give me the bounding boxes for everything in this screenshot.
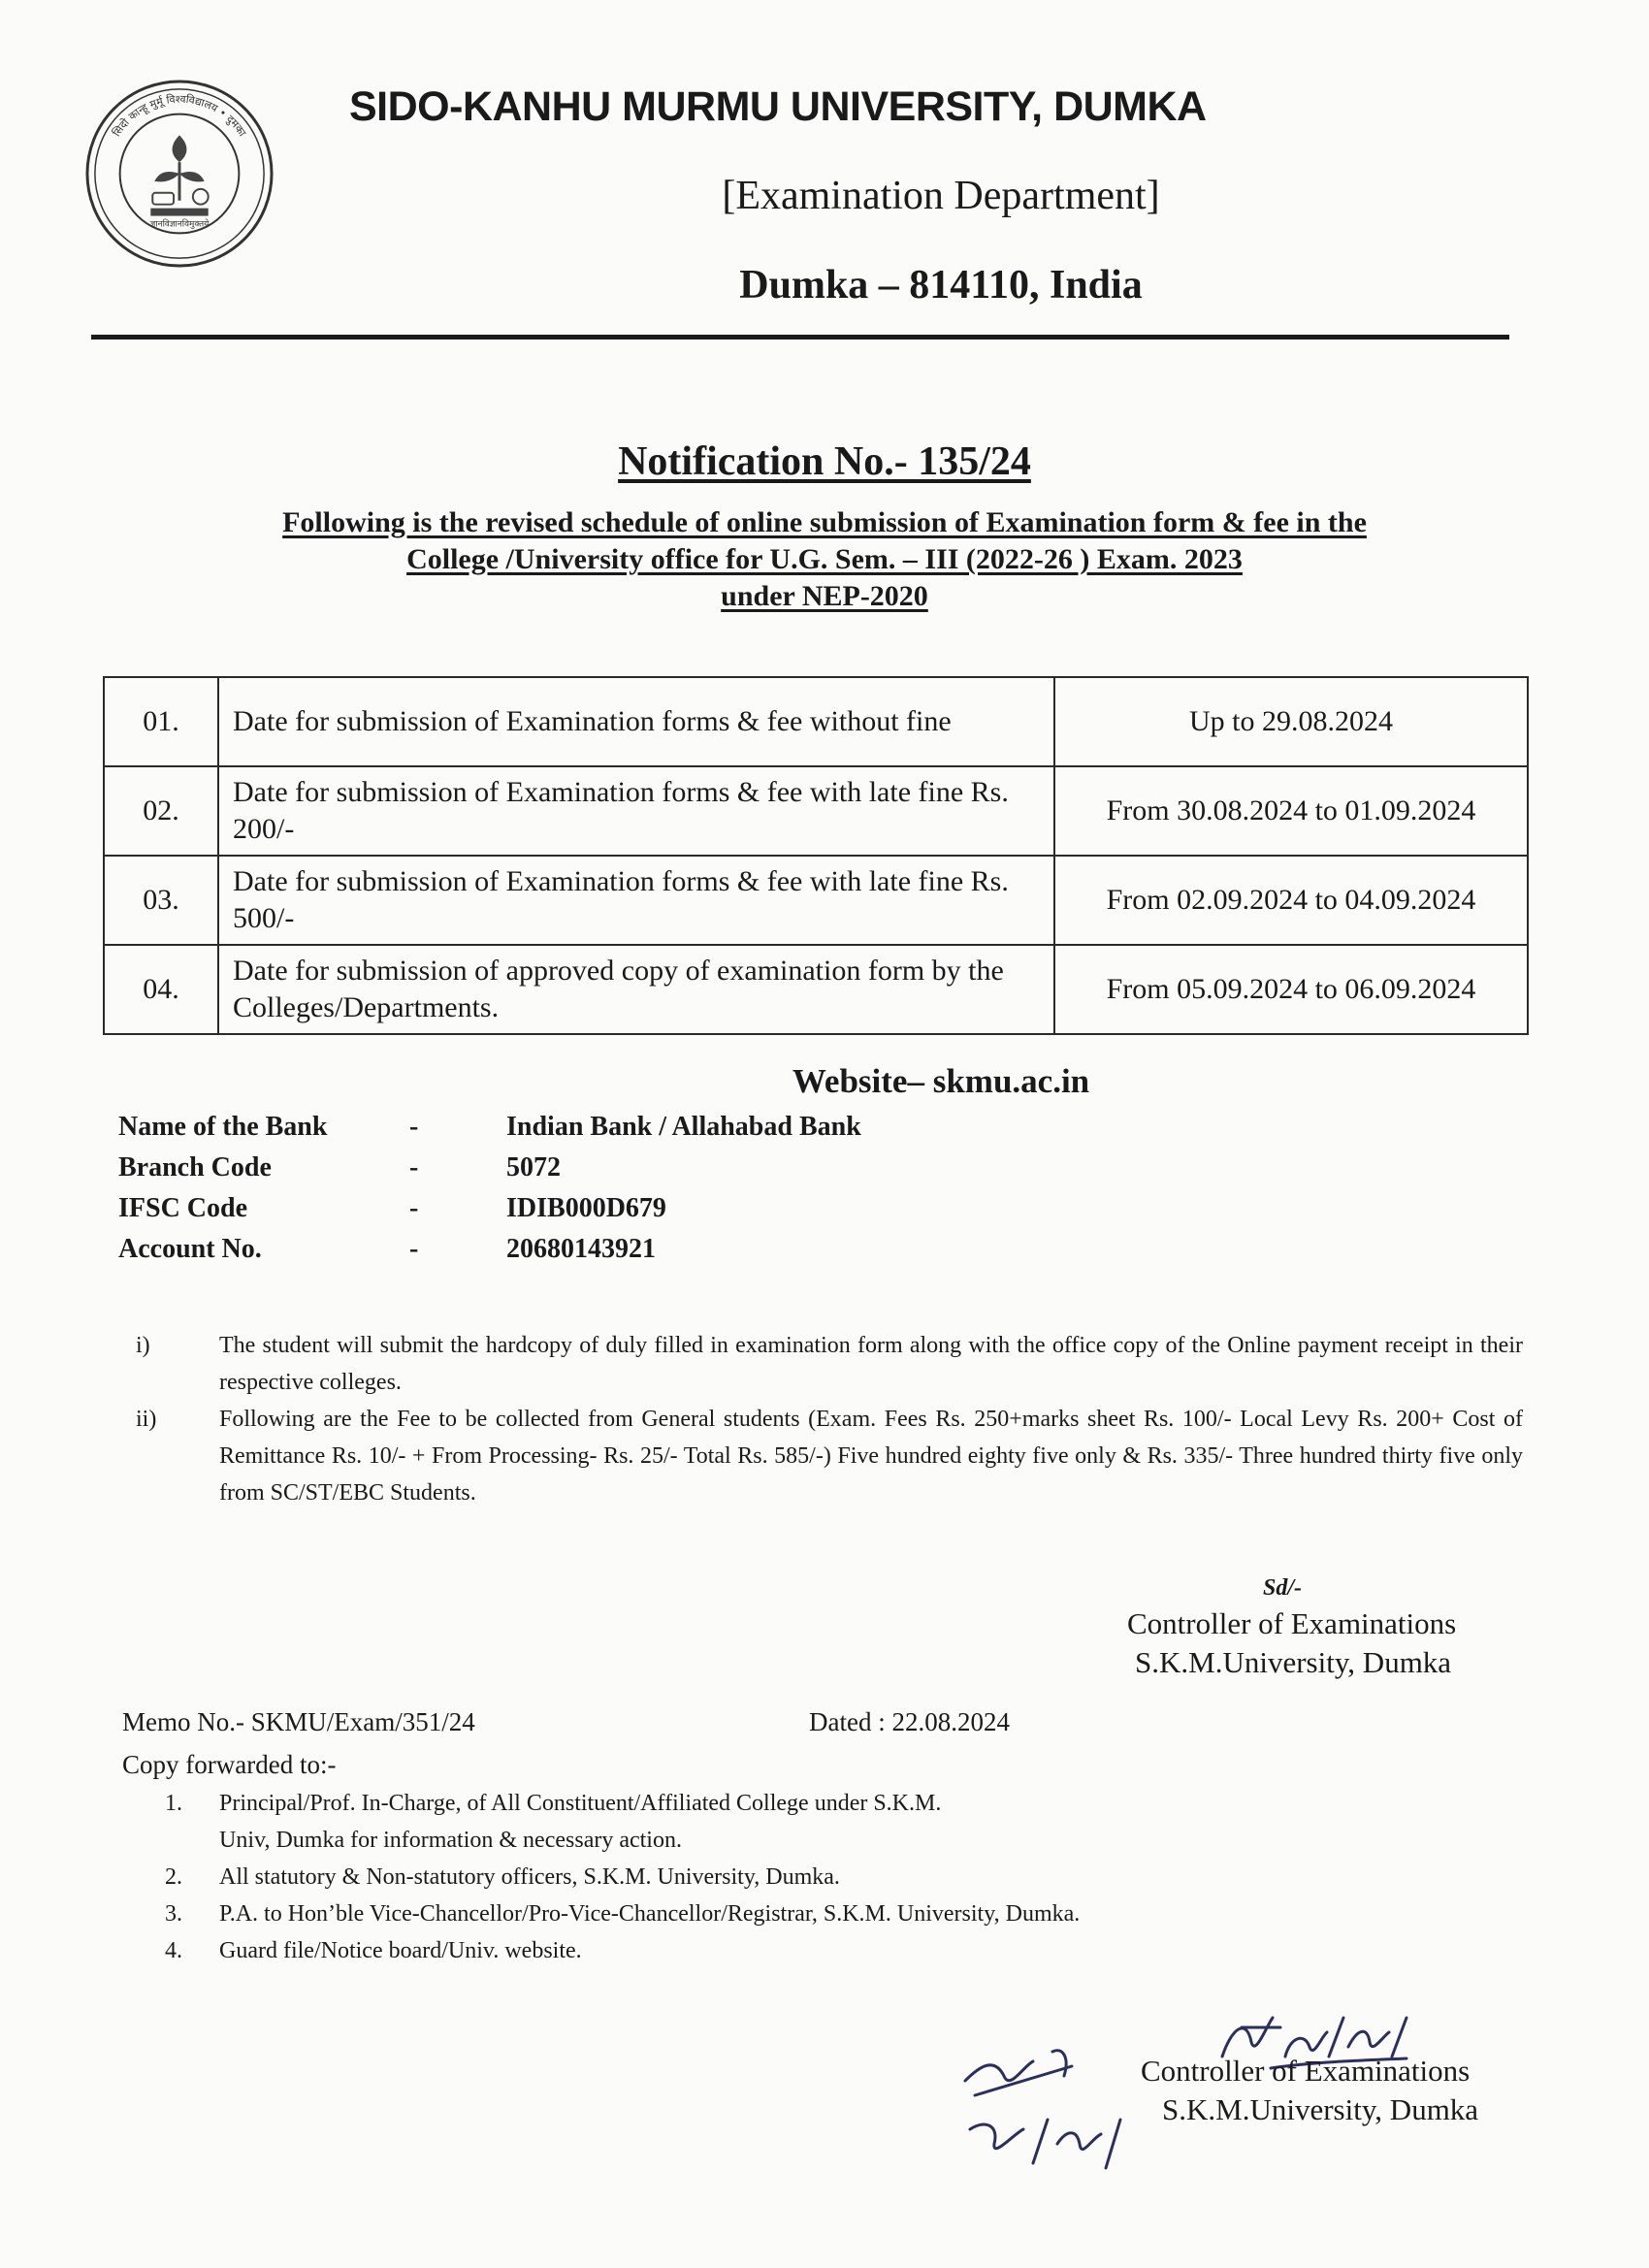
row-number: 04. [104,945,218,1034]
signatory-org: S.K.M.University, Dumka [1162,2092,1479,2126]
university-name: SIDO-KANHU MURMU UNIVERSITY, DUMKA [349,83,1207,130]
copy-item-text: Principal/Prof. In-Charge, of All Constituent/Affiliated College under S.K.M. Univ, Dumka for information & necessary action. [219,1791,942,1853]
list-item [165,1785,1426,1859]
memo-date: Dated : 22.08.2024 [809,1707,1010,1736]
bank-detail-value: IDIB000D679 [506,1193,666,1223]
bank-detail-row [118,1193,861,1234]
bank-detail-value: 5072 [506,1152,561,1183]
row-number: 01. [104,677,218,766]
copy-item-text: Guard file/Notice board/Univ. website. [219,1938,582,1963]
note-marker: ii) [136,1407,157,1432]
table-row [104,945,1528,1034]
bank-detail-row [118,1152,861,1193]
bank-detail-label: IFSC Code [118,1193,248,1223]
note-text: Following are the Fee to be collected from General students (Exam. Fees Rs. 250+marks sheet Rs. 100/- Local Levy Rs. 200+ Cost of Remittance Rs. 10/- + From Processing- Rs. 25/- Total Rs. 585/-) Five hundred eighty five only & Rs. 335/- Three hundred thirty five only from SC/ST/EBC Students. [219,1407,1523,1506]
handwritten-initials-icon [955,2037,1149,2183]
department-name: [Examination Department] [722,174,1160,218]
row-number: 03. [104,856,218,945]
list-item [165,1932,1426,1969]
bank-details [118,1112,861,1275]
note-marker: i) [136,1333,150,1358]
signatory-block-top [1127,1604,1456,1682]
signed-mark: Sd/- [1263,1575,1303,1601]
bank-detail-row [118,1112,861,1152]
row-date: From 30.08.2024 to 01.09.2024 [1054,766,1528,856]
subtitle-line-1: Following is the revised schedule of online submission of Examination form & fee in the [282,506,1367,538]
signatory-title: Controller of Examinations [1127,1606,1457,1640]
row-description: Date for submission of Examination forms & fee with late fine Rs. 500/- [218,856,1054,945]
table-row [104,766,1528,856]
list-item [136,1401,1523,1511]
bank-detail-label: Account No. [118,1234,262,1264]
copy-forward-list [165,1785,1426,1969]
list-item [136,1327,1523,1401]
row-date: Up to 29.08.2024 [1054,677,1528,766]
svg-text:सिदो कान्हू मुर्मू विश्वविद्या: सिदो कान्हू मुर्मू विश्वविद्यालय • दुमका [110,92,249,140]
bank-detail-separator: - [409,1152,419,1183]
copy-item-text: All statutory & Non-statutory officers, S.K.M. University, Dumka. [219,1864,840,1890]
bank-detail-value: 20680143921 [506,1234,656,1264]
bank-detail-value: Indian Bank / Allahabad Bank [506,1112,861,1142]
svg-text:ज्ञानविज्ञानविमुक्तये: ज्ञानविज्ञानविमुक्तये [149,219,210,230]
copy-item-number: 2. [165,1864,182,1890]
list-item [165,1859,1426,1895]
table-row [104,856,1528,945]
memo-number: Memo No.- SKMU/Exam/351/24 [122,1707,475,1736]
copy-item-number: 3. [165,1901,182,1927]
bank-detail-separator: - [409,1193,419,1223]
row-description: Date for submission of approved copy of examination form by the Colleges/Departments. [218,945,1054,1034]
website-link: Website– skmu.ac.in [792,1062,1090,1100]
notification-subtitle [155,504,1494,615]
notification-number: Notification No.- 135/24 [618,439,1031,484]
row-description: Date for submission of Examination forms & fee without fine [218,677,1054,766]
university-address: Dumka – 814110, India [739,263,1143,308]
row-number: 02. [104,766,218,856]
row-description: Date for submission of Examination forms & fee with late fine Rs. 200/- [218,766,1054,856]
bank-detail-separator: - [409,1112,419,1142]
row-date: From 02.09.2024 to 04.09.2024 [1054,856,1528,945]
bank-detail-separator: - [409,1234,419,1264]
copy-item-number: 1. [165,1791,182,1816]
table-row [104,677,1528,766]
signatory-block-bottom [1141,2052,1478,2129]
bank-detail-row [118,1234,861,1275]
subtitle-line-2: College /University office for U.G. Sem. – III (2022-26 ) Exam. 2023 [406,543,1243,575]
subtitle-line-3: under NEP-2020 [721,580,928,612]
copy-item-number: 4. [165,1938,182,1963]
copy-item-text: P.A. to Hon’ble Vice-Chancellor/Pro-Vice-Chancellor/Registrar, S.K.M. University, Dumka. [219,1901,1081,1927]
bank-detail-label: Branch Code [118,1152,272,1183]
schedule-table [103,676,1529,1035]
list-item [165,1895,1426,1932]
header-divider [91,335,1509,340]
signatory-title: Controller of Examinations [1141,2054,1471,2088]
bank-detail-label: Name of the Bank [118,1112,328,1142]
note-text: The student will submit the hardcopy of duly filled in examination form along with the office copy of the Online payment receipt in their respective colleges. [219,1333,1523,1395]
copy-forwarded-heading: Copy forwarded to:- [122,1750,337,1779]
signatory-org: S.K.M.University, Dumka [1135,1645,1452,1679]
row-date: From 05.09.2024 to 06.09.2024 [1054,945,1528,1034]
notes-list [136,1327,1523,1511]
